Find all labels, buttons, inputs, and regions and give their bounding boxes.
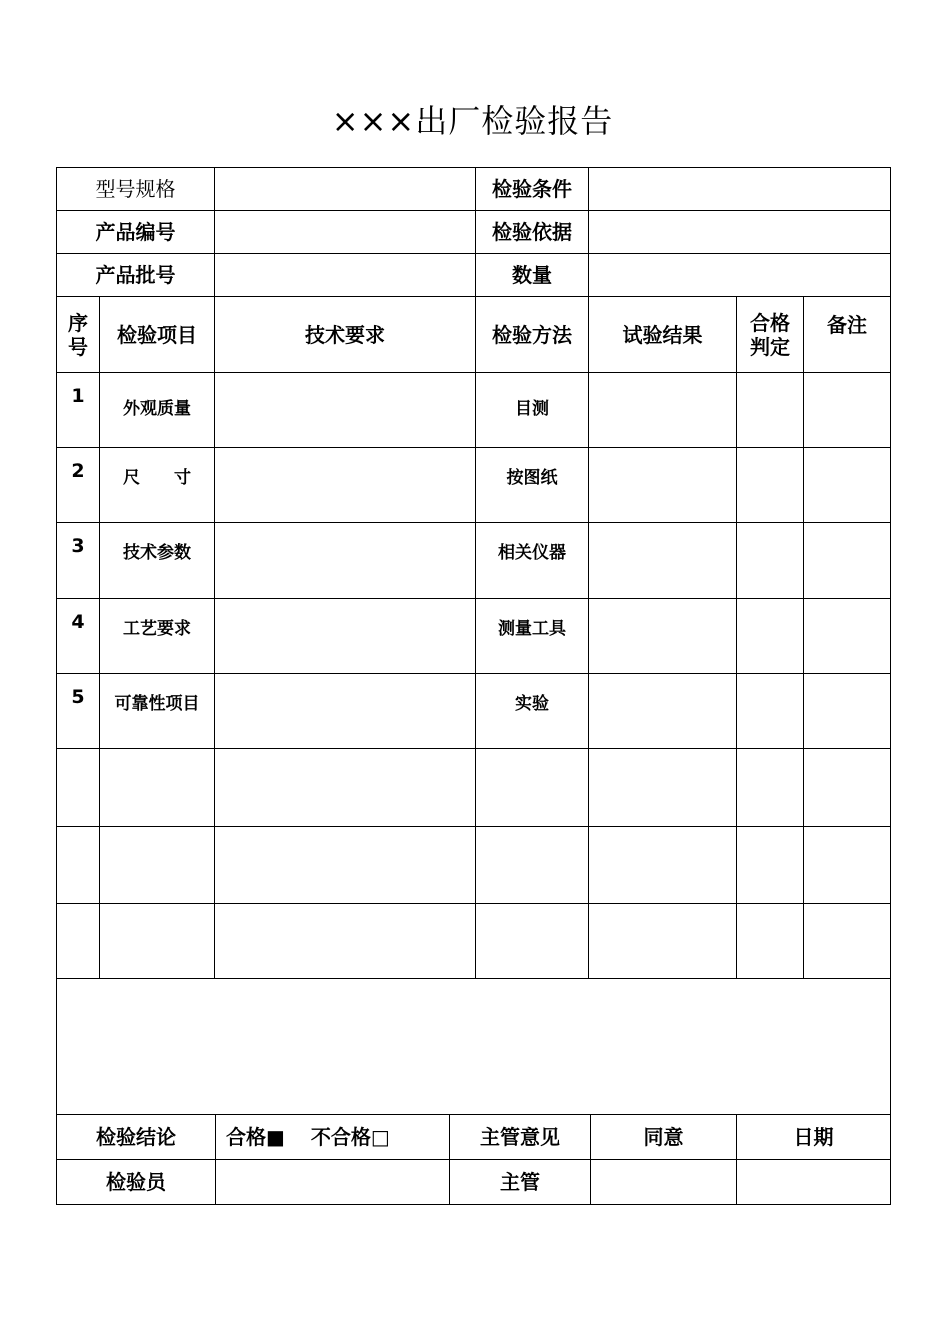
- row-tech-req-cell[interactable]: [215, 827, 476, 904]
- supervisor-label: 主管: [450, 1160, 591, 1205]
- row-tech-req-cell[interactable]: [215, 599, 476, 674]
- row-judge-cell[interactable]: [737, 373, 804, 448]
- column-header-seq: [57, 297, 100, 373]
- row-judge-cell[interactable]: [737, 904, 804, 979]
- column-header-method: 检验方法: [476, 297, 589, 373]
- product-no-field[interactable]: [215, 211, 476, 254]
- table-row: [57, 448, 891, 523]
- table-row: [57, 599, 891, 674]
- date-field[interactable]: [737, 1160, 891, 1205]
- signature-table: [56, 1114, 891, 1205]
- row-seq: 1: [57, 373, 100, 448]
- row-item: 技术参数: [100, 523, 215, 599]
- judge-header-line1: 合格: [750, 310, 790, 335]
- fail-label: 不合格: [310, 1125, 371, 1149]
- column-header-result: 试验结果: [589, 297, 737, 373]
- row-tech-req-cell[interactable]: [215, 373, 476, 448]
- row-remark-cell[interactable]: [804, 904, 891, 979]
- row-item-cell[interactable]: [100, 904, 215, 979]
- notes-area[interactable]: [57, 979, 891, 1115]
- model-spec-field[interactable]: [215, 168, 476, 211]
- column-header-tech-req: 技术要求: [215, 297, 476, 373]
- row-method: 实验: [476, 674, 589, 749]
- seq-header-line1: 序: [68, 310, 88, 335]
- row-judge-cell[interactable]: [737, 827, 804, 904]
- batch-no-field[interactable]: [215, 254, 476, 297]
- supervisor-field[interactable]: [591, 1160, 737, 1205]
- quantity-field[interactable]: [589, 254, 891, 297]
- row-method: 目测: [476, 373, 589, 448]
- pass-label: 合格: [226, 1125, 266, 1149]
- row-seq-cell[interactable]: [57, 749, 100, 827]
- row-judge-cell[interactable]: [737, 599, 804, 674]
- test-basis-label: 检验依据: [476, 211, 589, 254]
- row-item: 尺 寸: [100, 448, 215, 523]
- row-method-cell[interactable]: [476, 904, 589, 979]
- test-basis-field[interactable]: [589, 211, 891, 254]
- judge-header-line2: 判定: [750, 334, 790, 359]
- row-seq: 4: [57, 599, 100, 674]
- row-tech-req-cell[interactable]: [215, 674, 476, 749]
- date-label: 日期: [737, 1115, 891, 1160]
- row-seq: 5: [57, 674, 100, 749]
- row-remark-cell[interactable]: [804, 523, 891, 599]
- table-row: [57, 373, 891, 448]
- row-method-cell[interactable]: [476, 827, 589, 904]
- conclusion-label: 检验结论: [57, 1115, 216, 1160]
- row-tech-req-cell[interactable]: [215, 448, 476, 523]
- column-header-remark: 备注: [804, 297, 891, 373]
- row-method: 测量工具: [476, 599, 589, 674]
- row-seq: 2: [57, 448, 100, 523]
- test-conditions-field[interactable]: [589, 168, 891, 211]
- row-remark-cell[interactable]: [804, 373, 891, 448]
- row-result-cell[interactable]: [589, 523, 737, 599]
- row-tech-req-cell[interactable]: [215, 523, 476, 599]
- test-conditions-label: 检验条件: [476, 168, 589, 211]
- column-header-item: 检验项目: [100, 297, 215, 373]
- row-result-cell[interactable]: [589, 448, 737, 523]
- row-tech-req-cell[interactable]: [215, 904, 476, 979]
- row-judge-cell[interactable]: [737, 523, 804, 599]
- row-item: 外观质量: [100, 373, 215, 448]
- row-result-cell[interactable]: [589, 373, 737, 448]
- row-judge-cell[interactable]: [737, 448, 804, 523]
- row-judge-cell[interactable]: [737, 749, 804, 827]
- row-method-cell[interactable]: [476, 749, 589, 827]
- row-item: 工艺要求: [100, 599, 215, 674]
- row-result-cell[interactable]: [589, 904, 737, 979]
- row-method: 按图纸: [476, 448, 589, 523]
- row-result-cell[interactable]: [589, 599, 737, 674]
- inspector-field[interactable]: [216, 1160, 450, 1205]
- fail-checkbox[interactable]: □: [370, 1125, 390, 1149]
- inspector-label: 检验员: [57, 1160, 216, 1205]
- row-method: 相关仪器: [476, 523, 589, 599]
- seq-header-line2: 号: [68, 334, 88, 359]
- column-header-judge: [737, 297, 804, 373]
- row-result-cell[interactable]: [589, 827, 737, 904]
- row-judge-cell[interactable]: [737, 674, 804, 749]
- conclusion-options: [216, 1115, 450, 1160]
- table-row: [57, 904, 891, 979]
- row-remark-cell[interactable]: [804, 749, 891, 827]
- row-item: 可靠性项目: [100, 674, 215, 749]
- model-spec-label: 型号规格: [57, 168, 215, 211]
- row-tech-req-cell[interactable]: [215, 749, 476, 827]
- row-seq-cell[interactable]: [57, 827, 100, 904]
- supervisor-opinion-value: 同意: [591, 1115, 737, 1160]
- row-remark-cell[interactable]: [804, 827, 891, 904]
- row-item-cell[interactable]: [100, 749, 215, 827]
- quantity-label: 数量: [476, 254, 589, 297]
- row-item-cell[interactable]: [100, 827, 215, 904]
- row-seq: 3: [57, 523, 100, 599]
- page-title: ×××出厂检验报告: [331, 102, 614, 140]
- table-row: [57, 523, 891, 599]
- product-no-label: 产品编号: [57, 211, 215, 254]
- row-result-cell[interactable]: [589, 674, 737, 749]
- table-row: [57, 827, 891, 904]
- row-result-cell[interactable]: [589, 749, 737, 827]
- batch-no-label: 产品批号: [57, 254, 215, 297]
- inspection-table: [56, 167, 891, 1115]
- table-row: [57, 749, 891, 827]
- table-row: [57, 674, 891, 749]
- row-remark-cell[interactable]: [804, 599, 891, 674]
- row-seq-cell[interactable]: [57, 904, 100, 979]
- row-remark-cell[interactable]: [804, 448, 891, 523]
- supervisor-opinion-label: 主管意见: [450, 1115, 591, 1160]
- pass-checkbox[interactable]: ■: [266, 1125, 285, 1149]
- row-remark-cell[interactable]: [804, 674, 891, 749]
